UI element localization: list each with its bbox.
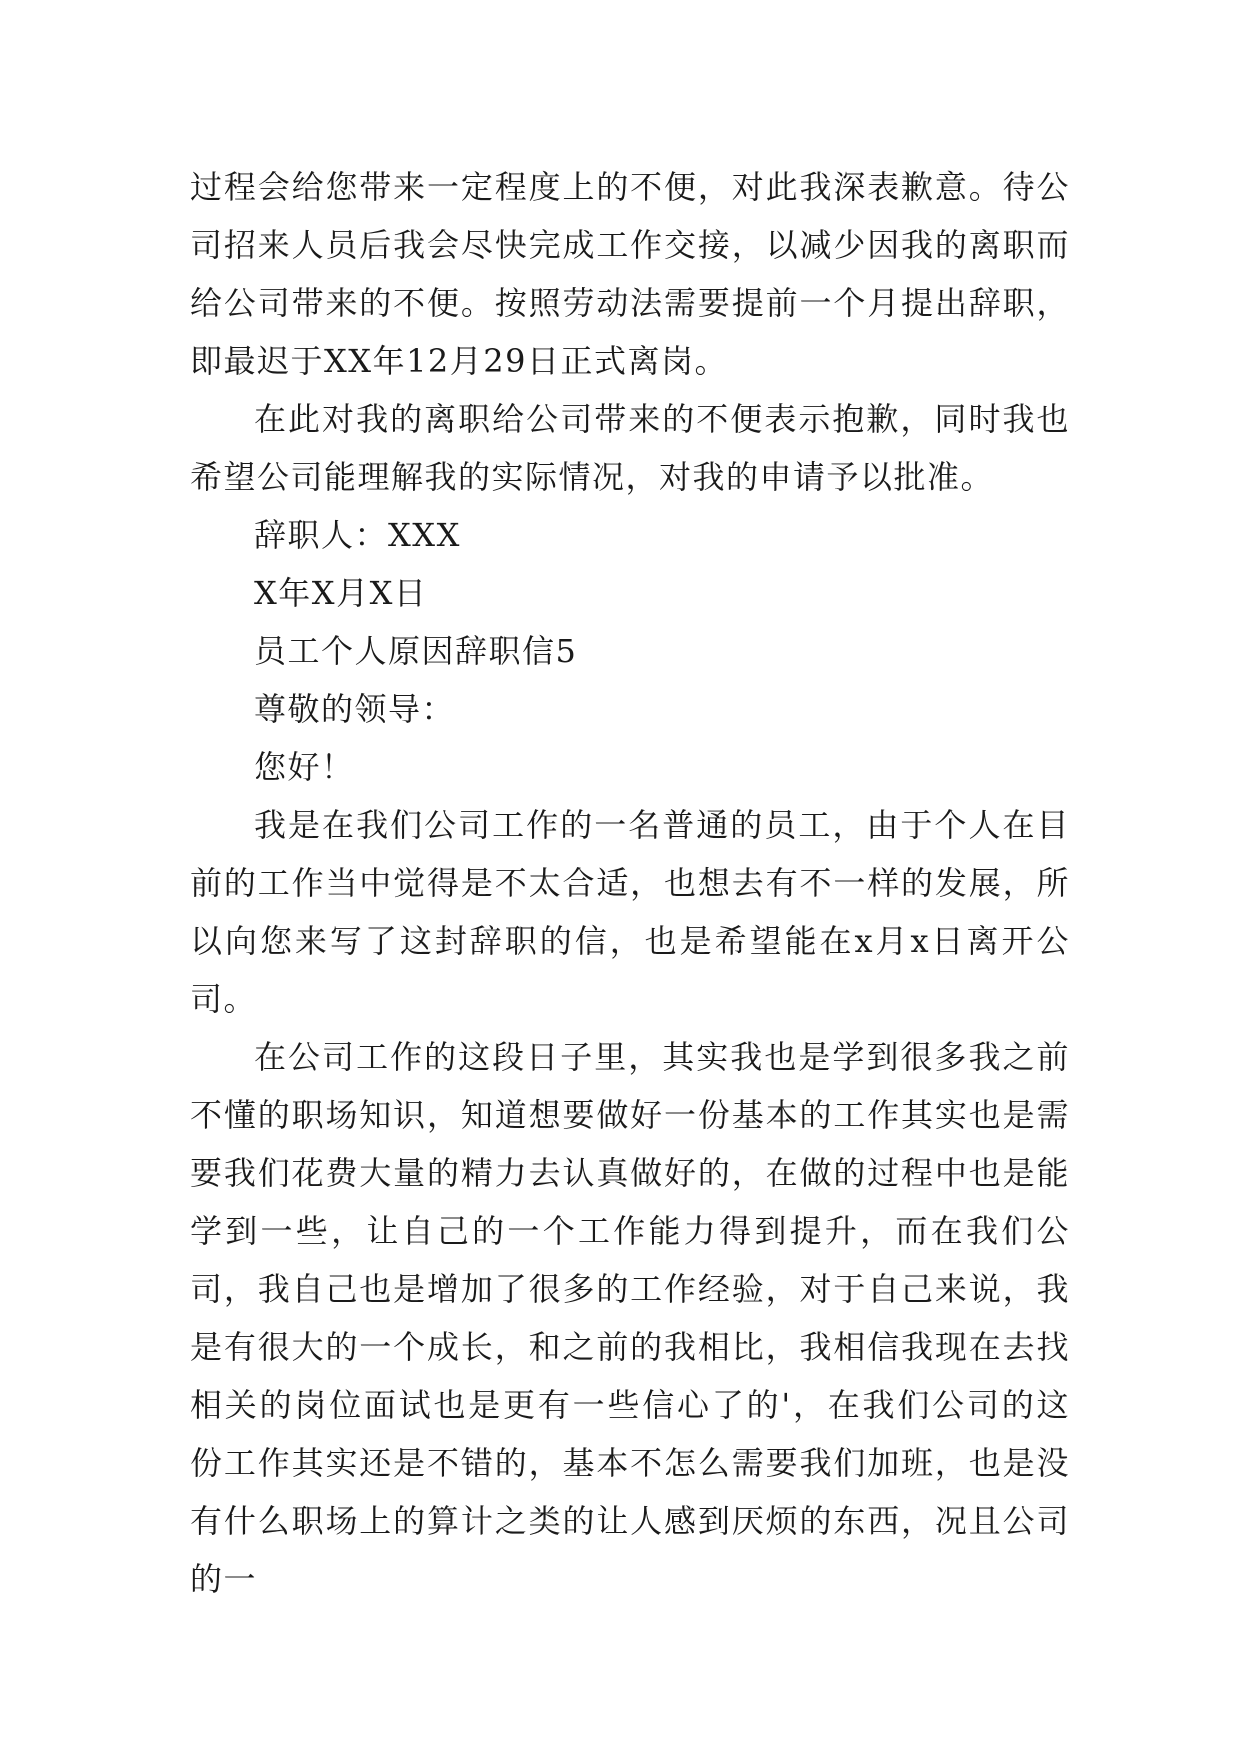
letter-heading: 员工个人原因辞职信5 bbox=[254, 632, 578, 670]
paragraph-intro: 我是在我们公司工作的一名普通的员工，由于个人在目前的工作当中觉得是不太合适，也想去有不一样的发展，所以向您来写了这封辞职的信，也是希望能在x月x日离开公司。 bbox=[190, 806, 1070, 1018]
date-line: X年X月X日 bbox=[254, 574, 428, 612]
document-body bbox=[190, 158, 1070, 1608]
greeting: 您好！ bbox=[254, 748, 355, 786]
paragraph-continuation: 过程会给您带来一定程度上的不便，对此我深表歉意。待公司招来人员后我会尽快完成工作交接，以减少因我的离职而给公司带来的不便。按照劳动法需要提前一个月提出辞职，即最迟于XX年12月29日正式离岗。 bbox=[190, 168, 1070, 380]
paragraph-apology: 在此对我的离职给公司带来的不便表示抱歉，同时我也希望公司能理解我的实际情况，对我的申请予以批准。 bbox=[190, 400, 1070, 496]
paragraph-experience: 在公司工作的这段日子里，其实我也是学到很多我之前不懂的职场知识，知道想要做好一份基本的工作其实也是需要我们花费大量的精力去认真做好的，在做的过程中也是能学到一些，让自己的一个工作能力得到提升，而在我们公司，我自己也是增加了很多的工作经验，对于自己来说，我是有很大的一个成长，和之前的我相比，我相信我现在去找相关的岗位面试也是更有一些信心了的'，在我们公司的这份工作其实还是不错的，基本不怎么需要我们加班，也是没有什么职场上的算计之类的让人感到厌烦的东西，况且公司的一 bbox=[190, 1038, 1070, 1598]
signature-line: 辞职人：XXX bbox=[254, 516, 461, 554]
salutation: 尊敬的领导： bbox=[254, 690, 456, 728]
